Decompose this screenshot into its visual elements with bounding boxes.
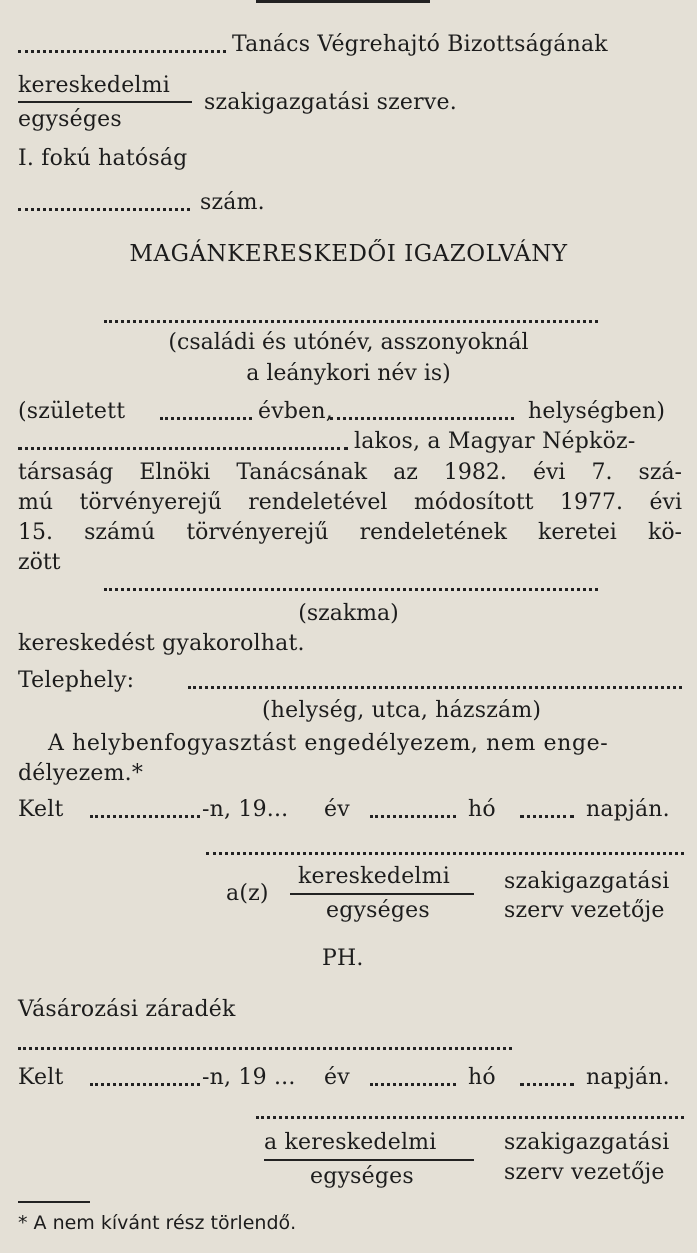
name-caption-1: (családi és utónév, asszonyoknál [168,330,529,355]
signature1-blank [206,852,684,855]
sig1-frac-rule [290,893,474,895]
sig1-right-bottom: szerv vezetője [504,898,665,923]
born-label: (született [18,399,126,424]
sig2-frac-rule [264,1159,474,1161]
council-line: Tanács Végrehajtó Bizottságának [232,32,608,57]
place-label: helységben) [528,399,666,424]
date2-ev: év [324,1065,350,1090]
site-blank [188,686,682,689]
header-frac-top: kereskedelmi [18,73,170,98]
birth-place-blank [330,417,514,420]
body-line-3: társaság Elnöki Tanácsának az 1982. évi 7. szá- [18,460,682,485]
date1-month-blank [370,815,456,818]
trade-line: kereskedést gyakorolhat. [18,631,305,656]
name-caption-2: a leánykori név is) [246,361,451,386]
sig2-right-bottom: szerv vezetője [504,1160,665,1185]
trade-caption: (szakma) [298,601,399,626]
date2-day-blank [520,1083,574,1086]
market-clause-label: Vásározási záradék [18,997,236,1022]
birth-year-blank [160,417,252,420]
sig2-frac-top: a kereskedelmi [264,1130,437,1155]
sig2-frac-bottom: egységes [310,1164,414,1189]
site-caption: (helység, utca, házszám) [262,698,542,723]
consumption-line-2: délyezem.* [18,761,144,786]
header-frac-rule [18,101,192,103]
date1-napjan: napján. [586,797,670,822]
number-blank [18,208,190,211]
body-line-4: mú törvényerejű rendeletével módosított 1977. évi [18,490,682,515]
body-line-2: lakos, a Magyar Népköz- [354,429,636,454]
date2-place-blank [90,1083,200,1086]
date1-ev: év [324,797,350,822]
sig1-frac-top: kereskedelmi [298,864,450,889]
stamp-placeholder: PH. [322,946,364,971]
sig1-prefix: a(z) [226,881,269,906]
date1-ho: hó [468,797,496,822]
date1-place-blank [90,815,200,818]
council-name-blank [18,50,226,53]
sig1-right-top: szakigazgatási [504,869,670,894]
top-rule [256,0,430,3]
body-paragraph [18,458,682,578]
sig1-frac-bottom: egységes [326,898,430,923]
date1-day-blank [520,815,574,818]
date2-napjan: napján. [586,1065,670,1090]
date2-month-blank [370,1083,456,1086]
signature2-blank [256,1116,684,1119]
year-label: évben, [258,399,333,424]
body-line-6: zött [18,550,61,575]
header-frac-suffix: szakigazgatási szerve. [204,90,457,115]
date2-year: -n, 19 ... [202,1065,296,1090]
document-title: MAGÁNKERESKEDŐI IGAZOLVÁNY [129,241,568,267]
date2-ho: hó [468,1065,496,1090]
site-label: Telephely: [18,668,135,693]
consumption-line-1: A helybenfogyasztást engedélyezem, nem enge- [48,731,609,756]
trade-blank [104,588,598,591]
sig2-right-top: szakigazgatási [504,1130,670,1155]
date2-kelt: Kelt [18,1065,64,1090]
footnote: * A nem kívánt rész törlendő. [18,1212,297,1234]
header-frac-bottom: egységes [18,107,122,132]
date1-year: -n, 19... [202,797,289,822]
footnote-rule [18,1201,90,1203]
name-blank [104,320,598,323]
residence-blank [18,447,348,450]
number-suffix: szám. [200,190,265,215]
market-clause-blank [18,1047,512,1050]
authority-line: I. fokú hatóság [18,146,188,171]
date1-kelt: Kelt [18,797,64,822]
body-line-5: 15. számú törvényerejű rendeletének keretei kö- [18,520,682,545]
